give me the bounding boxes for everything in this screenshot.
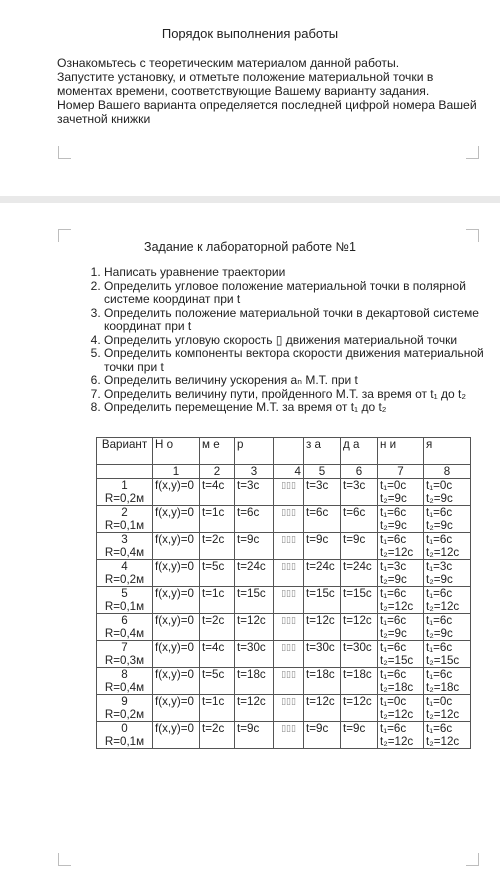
table-header-cell: я <box>424 438 471 465</box>
page-separator <box>0 196 500 203</box>
table-cell <box>235 506 274 533</box>
cell-text: t₂=9c <box>426 573 453 586</box>
cell-text: f(x,y)=0 <box>155 641 194 654</box>
cell-text: f(x,y)=0 <box>155 614 194 627</box>
table-number-cell: 7 <box>378 465 424 479</box>
table-cell <box>341 533 378 560</box>
cell-text: t=3c <box>306 479 329 492</box>
table-cell <box>378 695 424 722</box>
cell-text: t₂=12c <box>426 600 460 613</box>
cell-text: 3 <box>121 533 128 546</box>
cell-text: 9 <box>121 695 128 708</box>
table-cell <box>304 614 341 641</box>
cell-text: t=6c <box>237 506 260 519</box>
table-cell <box>97 479 153 506</box>
table-cell <box>200 668 235 695</box>
cell-text: t=24c <box>306 560 335 573</box>
table-cell <box>424 695 471 722</box>
table-cell <box>200 479 235 506</box>
cell-text: t₂=15c <box>426 654 460 667</box>
table-cell <box>153 668 200 695</box>
table-header-cell: м е <box>200 438 235 465</box>
table-cell <box>235 560 274 587</box>
cell-text: ▯▯▯ <box>281 696 296 706</box>
page-corner-mark <box>466 853 479 866</box>
table-row <box>97 695 471 722</box>
cell-text: t=9c <box>306 533 329 546</box>
table-header-cell <box>274 438 304 465</box>
table-cell <box>153 722 200 749</box>
cell-text: f(x,y)=0 <box>155 533 194 546</box>
document-page-1 <box>0 0 500 196</box>
table-row <box>97 614 471 641</box>
table-cell <box>424 614 471 641</box>
cell-text: t₁=6c <box>380 668 407 681</box>
cell-text: R=0,4м <box>104 627 145 640</box>
cell-text: t₂=9c <box>426 492 453 505</box>
table-header-row <box>97 438 471 465</box>
cell-text: t₁=6c <box>426 506 453 519</box>
table-cell <box>341 722 378 749</box>
table-cell <box>378 479 424 506</box>
cell-text: t=4c <box>202 479 225 492</box>
cell-text: t=5c <box>202 668 225 681</box>
cell-text: R=0,2м <box>104 573 145 586</box>
cell-text: t=12c <box>343 614 372 627</box>
cell-text: t=15c <box>306 587 335 600</box>
cell-text: t₁=6c <box>380 641 407 654</box>
table-cell <box>200 641 235 668</box>
cell-text: t=6c <box>306 506 329 519</box>
cell-text: t₁=0c <box>426 479 453 492</box>
cell-text: t₁=6c <box>426 587 453 600</box>
cell-text: t₂=12c <box>426 708 460 721</box>
table-cell <box>153 587 200 614</box>
cell-text: t=30c <box>343 641 372 654</box>
table-cell <box>235 587 274 614</box>
table-cell <box>235 695 274 722</box>
table-cell <box>153 614 200 641</box>
table-cell <box>200 722 235 749</box>
cell-text: 1 <box>121 479 128 492</box>
cell-text: t₂=18c <box>380 681 414 694</box>
table-cell <box>235 614 274 641</box>
page-corner-mark <box>58 853 71 866</box>
cell-text: R=0,2м <box>104 492 145 505</box>
cell-text: f(x,y)=0 <box>155 479 194 492</box>
cell-text: 0 <box>121 722 128 735</box>
table-cell <box>378 533 424 560</box>
cell-text: t=3c <box>237 479 260 492</box>
table-cell <box>97 695 153 722</box>
table-cell <box>200 614 235 641</box>
table-cell <box>304 722 341 749</box>
cell-text: t=2c <box>202 533 225 546</box>
table-cell <box>424 506 471 533</box>
table-cell <box>235 533 274 560</box>
table-cell <box>304 641 341 668</box>
table-cell <box>378 641 424 668</box>
task-item: 8. Определить перемещение М.Т. за время от t₁ до t₂ <box>104 401 494 415</box>
table-cell <box>424 587 471 614</box>
table-cell <box>378 668 424 695</box>
table-cell <box>97 614 153 641</box>
cell-text: t₁=6c <box>380 722 407 735</box>
table-cell <box>274 560 304 587</box>
table-cell <box>341 641 378 668</box>
cell-text: t₂=9c <box>380 573 407 586</box>
cell-text: t₁=6c <box>426 533 453 546</box>
cell-text: t=4c <box>202 641 225 654</box>
table-cell <box>341 668 378 695</box>
task-item: 4. Определить угловую скорость ▯ движения материальной точки <box>104 334 494 348</box>
cell-text: t=18c <box>343 668 372 681</box>
cell-text: ▯▯▯ <box>281 642 296 652</box>
cell-text: 6 <box>121 614 128 627</box>
table-cell <box>200 587 235 614</box>
table-cell <box>274 695 304 722</box>
table-cell <box>274 614 304 641</box>
intro-paragraph: Номер Вашего варианта определяется последней цифрой номера Вашей зачетной книжки <box>57 98 477 126</box>
cell-text: t=18c <box>237 668 266 681</box>
table-header-cell: д а <box>341 438 378 465</box>
cell-text: f(x,y)=0 <box>155 587 194 600</box>
cell-text: t=24c <box>343 560 372 573</box>
cell-text: f(x,y)=0 <box>155 506 194 519</box>
cell-text: ▯▯▯ <box>281 669 296 679</box>
cell-text: ▯▯▯ <box>281 534 296 544</box>
table-number-row <box>97 465 471 479</box>
cell-text: t=9c <box>237 722 260 735</box>
task-item: 3. Определить положение материальной точки в декартовой системе координат при t <box>104 307 494 334</box>
cell-text: 8 <box>121 668 128 681</box>
table-cell <box>378 506 424 533</box>
cell-text: t₂=12c <box>380 600 414 613</box>
cell-text: t₁=3c <box>380 560 407 573</box>
cell-text: ▯▯▯ <box>281 480 296 490</box>
table-number-cell: 4 <box>274 465 304 479</box>
cell-text: R=0,4м <box>104 546 145 559</box>
cell-text: t₂=18c <box>426 681 460 694</box>
table-row <box>97 479 471 506</box>
table-cell <box>274 479 304 506</box>
cell-text: f(x,y)=0 <box>155 722 194 735</box>
table-row <box>97 560 471 587</box>
table-cell <box>304 506 341 533</box>
table-cell <box>304 479 341 506</box>
cell-text: 2 <box>121 506 128 519</box>
table-cell <box>424 560 471 587</box>
cell-text: t₁=6c <box>380 506 407 519</box>
cell-text: f(x,y)=0 <box>155 695 194 708</box>
table-cell <box>97 587 153 614</box>
cell-text: t₂=9c <box>380 627 407 640</box>
cell-text: t=30c <box>306 641 335 654</box>
cell-text: t₁=6c <box>380 614 407 627</box>
cell-text: ▯▯▯ <box>281 588 296 598</box>
table-cell <box>274 506 304 533</box>
cell-text: t₂=9c <box>426 519 453 532</box>
cell-text: t₂=12c <box>380 708 414 721</box>
table-cell <box>424 641 471 668</box>
cell-text: R=0,3м <box>104 654 145 667</box>
cell-text: t₁=0c <box>380 695 407 708</box>
cell-text: t₂=9c <box>380 519 407 532</box>
table-cell <box>274 587 304 614</box>
cell-text: t₂=12c <box>380 546 414 559</box>
table-cell <box>235 668 274 695</box>
cell-text: ▯▯▯ <box>281 723 296 733</box>
cell-text: t₂=12c <box>426 735 460 748</box>
table-cell <box>153 560 200 587</box>
table-cell <box>200 506 235 533</box>
task-item: 1. Написать уравнение траектории <box>104 266 494 280</box>
variants-table <box>96 437 471 749</box>
table-cell <box>424 533 471 560</box>
table-cell <box>235 641 274 668</box>
intro-paragraph: Ознакомьтесь с теоретическим материалом данной работы. <box>57 56 400 70</box>
table-row <box>97 722 471 749</box>
table-cell <box>424 668 471 695</box>
cell-text: t=2c <box>202 722 225 735</box>
assignment-title: Задание к лабораторной работе №1 <box>144 240 356 254</box>
cell-text: t=3c <box>343 479 366 492</box>
intro-text <box>57 56 477 126</box>
table-cell <box>153 533 200 560</box>
table-cell <box>341 506 378 533</box>
cell-text: f(x,y)=0 <box>155 668 194 681</box>
task-list <box>82 266 494 415</box>
table-number-cell: 6 <box>341 465 378 479</box>
table-header-cell: Н о <box>153 438 200 465</box>
document-page-2 <box>0 203 500 888</box>
table-cell <box>274 668 304 695</box>
cell-text: t=15c <box>343 587 372 600</box>
cell-text: t₁=6c <box>380 587 407 600</box>
task-item: 5. Определить компоненты вектора скорости движения материальной точки при t <box>104 347 494 374</box>
cell-text: t=18c <box>306 668 335 681</box>
table-cell <box>200 560 235 587</box>
table-number-cell <box>97 465 153 479</box>
table-header-cell: з а <box>304 438 341 465</box>
cell-text: t₁=6c <box>380 533 407 546</box>
table-cell <box>274 533 304 560</box>
table-cell <box>235 722 274 749</box>
cell-text: t₁=3c <box>426 560 453 573</box>
cell-text: t₁=6c <box>426 614 453 627</box>
cell-text: t₂=12c <box>426 546 460 559</box>
table-cell <box>304 668 341 695</box>
task-item: 7. Определить величину пути, пройденного М.Т. за время от t₁ до t₂ <box>104 388 494 402</box>
table-number-cell: 1 <box>153 465 200 479</box>
table-cell <box>341 695 378 722</box>
cell-text: ▯▯▯ <box>281 507 296 517</box>
cell-text: t₁=6c <box>426 668 453 681</box>
cell-text: t₂=9c <box>380 492 407 505</box>
table-number-cell: 8 <box>424 465 471 479</box>
cell-text: 5 <box>121 587 128 600</box>
table-cell <box>424 722 471 749</box>
table-cell <box>97 506 153 533</box>
cell-text: R=0,1м <box>104 600 145 613</box>
cell-text: t=12c <box>343 695 372 708</box>
cell-text: R=0,1м <box>104 735 145 748</box>
cell-text: t₂=15c <box>380 654 414 667</box>
cell-text: ▯▯▯ <box>281 615 296 625</box>
table-cell <box>153 695 200 722</box>
table-cell <box>97 668 153 695</box>
cell-text: t=1c <box>202 587 225 600</box>
page-title: Порядок выполнения работы <box>161 26 339 41</box>
table-row <box>97 506 471 533</box>
page-corner-mark <box>466 146 479 159</box>
table-row <box>97 668 471 695</box>
cell-text: t=9c <box>306 722 329 735</box>
cell-text: R=0,1м <box>104 519 145 532</box>
table-cell <box>378 587 424 614</box>
cell-text: t=5c <box>202 560 225 573</box>
cell-text: t=2c <box>202 614 225 627</box>
table-cell <box>200 533 235 560</box>
cell-text: ▯▯▯ <box>281 561 296 571</box>
table-cell <box>97 641 153 668</box>
task-item: 6. Определить величину ускорения aₙ М.Т. при t <box>104 374 494 388</box>
table-cell <box>153 641 200 668</box>
cell-text: t₁=0c <box>380 479 407 492</box>
cell-text: R=0,4м <box>104 681 145 694</box>
table-cell <box>200 695 235 722</box>
table-cell <box>304 695 341 722</box>
table-cell <box>235 479 274 506</box>
cell-text: t₂=12c <box>380 735 414 748</box>
table-cell <box>341 614 378 641</box>
task-item: 2. Определить угловое положение материальной точки в полярной системе координат при t <box>104 280 494 307</box>
cell-text: R=0,2м <box>104 708 145 721</box>
table-cell <box>304 587 341 614</box>
page-corner-mark <box>58 146 71 159</box>
table-row <box>97 533 471 560</box>
cell-text: t=9c <box>343 722 366 735</box>
cell-text: t=1c <box>202 506 225 519</box>
cell-text: t=6c <box>343 506 366 519</box>
cell-text: t=12c <box>237 614 266 627</box>
cell-text: t=30c <box>237 641 266 654</box>
table-cell <box>424 479 471 506</box>
table-cell <box>153 506 200 533</box>
cell-text: t₁=0c <box>426 695 453 708</box>
table-cell <box>341 560 378 587</box>
table-cell <box>304 533 341 560</box>
cell-text: t=24c <box>237 560 266 573</box>
cell-text: t₁=6c <box>426 641 453 654</box>
table-cell <box>97 533 153 560</box>
cell-text: t=1c <box>202 695 225 708</box>
table-cell <box>97 722 153 749</box>
table-cell <box>97 560 153 587</box>
cell-text: 4 <box>121 560 128 573</box>
table-cell <box>274 641 304 668</box>
table-header-cell: р <box>235 438 274 465</box>
intro-paragraph: Запустите установку, и отметьте положение материальной точки в моментах времени, соответствующие Вашему варианту задания. <box>57 70 434 98</box>
table-row <box>97 641 471 668</box>
table-number-cell: 5 <box>304 465 341 479</box>
table-row <box>97 587 471 614</box>
table-header-cell: н и <box>378 438 424 465</box>
table-cell <box>341 587 378 614</box>
cell-text: t=9c <box>343 533 366 546</box>
cell-text: t=12c <box>237 695 266 708</box>
table-cell <box>153 479 200 506</box>
table-cell <box>378 560 424 587</box>
table-cell <box>341 479 378 506</box>
cell-text: t₂=9c <box>426 627 453 640</box>
cell-text: t=12c <box>306 695 335 708</box>
table-number-cell: 2 <box>200 465 235 479</box>
table-number-cell: 3 <box>235 465 274 479</box>
cell-text: t₁=6c <box>426 722 453 735</box>
table-cell <box>378 722 424 749</box>
cell-text: f(x,y)=0 <box>155 560 194 573</box>
table-cell <box>274 722 304 749</box>
cell-text: t=12c <box>306 614 335 627</box>
cell-text: t=9c <box>237 533 260 546</box>
cell-text: 7 <box>121 641 128 654</box>
table-cell <box>304 560 341 587</box>
table-header-cell: Вариант <box>97 438 153 465</box>
table-cell <box>378 614 424 641</box>
cell-text: t=15c <box>237 587 266 600</box>
